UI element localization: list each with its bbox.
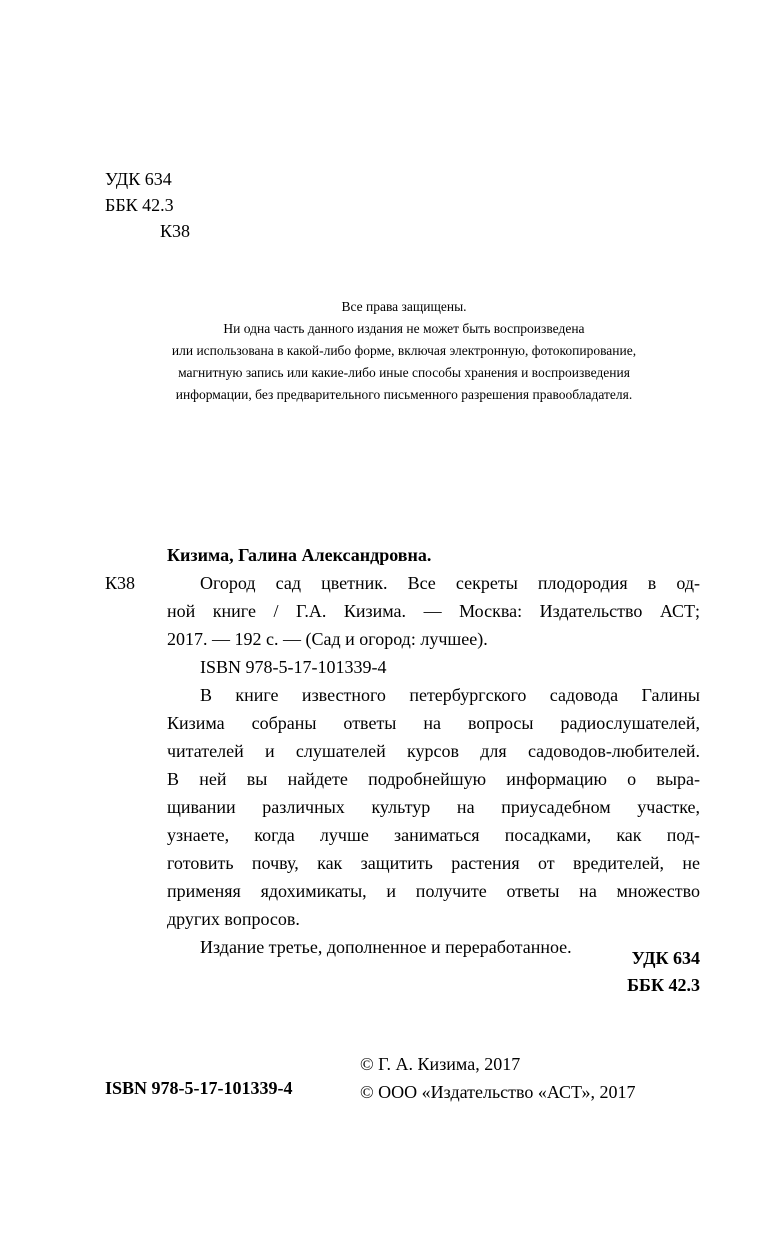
- bib-line: ной книге / Г.А. Кизима. — Москва: Издательство АСТ;: [167, 601, 700, 621]
- footer-isbn: ISBN 978-5-17-101339-4: [105, 1078, 293, 1098]
- author-heading: Кизима, Галина Александровна.: [167, 545, 432, 565]
- bib-line: 2017. — 192 с. — (Сад и огород: лучшее).: [167, 629, 488, 649]
- bib-line-text: Огород сад цветник. Все секреты плодородия в од-: [200, 573, 700, 593]
- annotation-line: применяя ядохимикаты, и получите ответы на множество: [167, 881, 700, 901]
- edition-note: Издание третье, дополненное и переработанное.: [200, 937, 572, 957]
- annotation-line: других вопросов.: [167, 909, 300, 929]
- annotation-line: узнаете, когда лучше заниматься посадками, как под-: [167, 825, 700, 845]
- bottom-bbk-code: ББК 42.3: [627, 975, 700, 995]
- rights-line: информации, без предварительного письменного разрешения правообладателя.: [175, 387, 633, 402]
- bbk-code: ББК 42.3: [105, 195, 174, 215]
- copyright-author: © Г. А. Кизима, 2017: [360, 1054, 521, 1074]
- annotation-line: щивании различных культур на приусадебном участке,: [167, 797, 700, 817]
- annotation-line: читателей и слушателей курсов для садоводов-любителей.: [167, 741, 700, 761]
- rights-line: магнитную запись или какие-либо иные способы хранения и воспроизведения: [178, 365, 630, 380]
- top-catalog-codes: [105, 166, 190, 244]
- annotation-line: готовить почву, как защитить растения от вредителей, не: [167, 853, 700, 873]
- bottom-udk-code: УДК 634: [631, 948, 700, 968]
- author-sign-code: К38: [160, 221, 191, 241]
- rights-line: Все права защищены.: [341, 299, 467, 314]
- copyright-publisher: © ООО «Издательство «АСТ», 2017: [360, 1082, 636, 1102]
- copyright-block: [360, 1050, 636, 1106]
- rights-line: или использована в какой-либо форме, включая электронную, фотокопирование,: [171, 343, 637, 358]
- rights-notice: [84, 296, 724, 406]
- margin-code: К38: [105, 573, 136, 593]
- bottom-catalog-codes: [627, 945, 700, 999]
- annotation-line: В книге известного петербургского садовода Галины: [200, 685, 700, 705]
- annotation-line: В ней вы найдете подробнейшую информацию о выра-: [167, 769, 700, 789]
- rights-line: Ни одна часть данного издания не может быть воспроизведена: [223, 321, 585, 336]
- udk-code: УДК 634: [105, 169, 172, 189]
- annotation-line: Кизима собраны ответы на вопросы радиослушателей,: [167, 713, 700, 733]
- isbn-line: ISBN 978-5-17-101339-4: [200, 657, 387, 677]
- bib-line: [105, 569, 700, 597]
- catalog-entry: [105, 541, 700, 961]
